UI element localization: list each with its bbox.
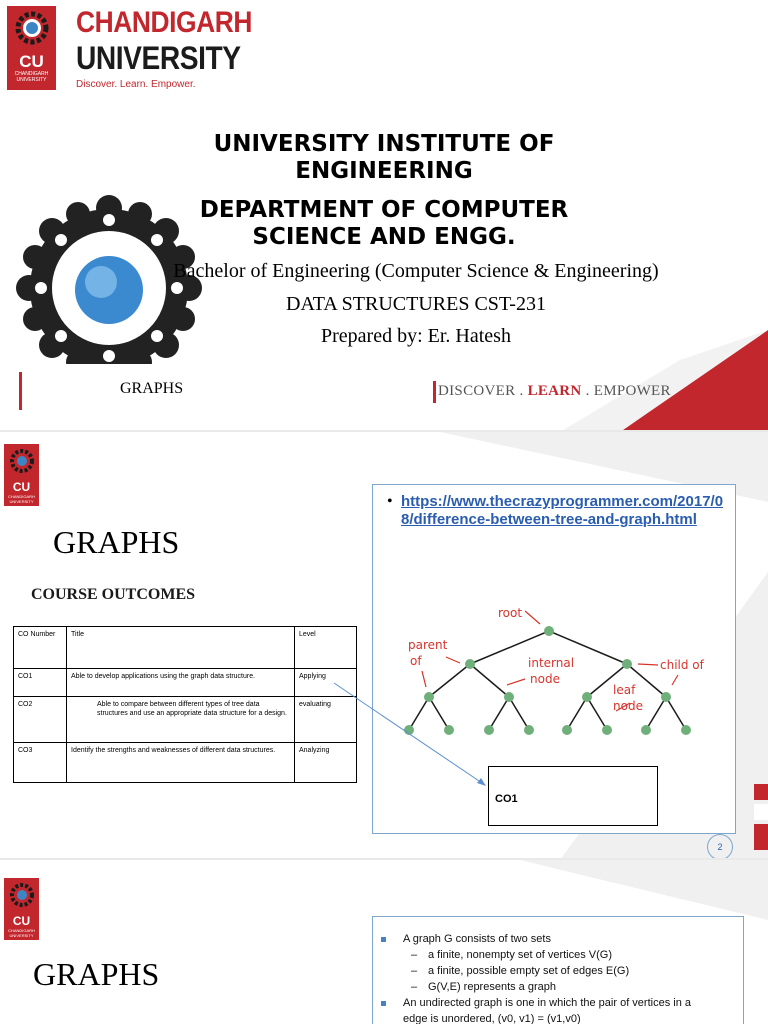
dash: – xyxy=(411,981,418,993)
gear-emblem-icon xyxy=(7,880,37,910)
slide-logo xyxy=(4,444,39,506)
prepared-by: Prepared by: Er. Hatesh xyxy=(321,325,511,347)
slide-title: GRAPHS xyxy=(33,956,160,992)
table-header-cell: CO Number xyxy=(14,627,67,669)
label-of: of xyxy=(410,654,422,668)
logo-sub-1: CHANDIGARH xyxy=(14,71,49,77)
definition-line: G(V,E) represents a graph xyxy=(428,981,556,993)
table-cell: Applying xyxy=(295,669,357,697)
topic-label: GRAPHS xyxy=(120,380,184,397)
label-root: root xyxy=(498,606,523,620)
logo-sub-2: UNIVERSITY xyxy=(9,499,34,504)
label-node: node xyxy=(530,672,560,686)
table-header-cell: Level xyxy=(295,627,357,669)
bullet-square-icon xyxy=(381,1001,386,1006)
discover-learn-empower: DISCOVER . LEARN . EMPOWER xyxy=(438,383,671,399)
table-cell: Identify the strengths and weaknesses of different data structures. xyxy=(67,743,295,783)
brand-tagline: Discover. Learn. Empower. xyxy=(76,79,196,90)
table-row xyxy=(14,669,357,697)
university-logo xyxy=(7,6,56,90)
definition-line: An undirected graph is one in which the pair of vertices in a xyxy=(403,997,691,1009)
slide-title: GRAPHS xyxy=(53,524,180,560)
logo-cu-text: CU xyxy=(19,52,44,71)
label-parent: parent xyxy=(408,638,448,652)
logo-sub-1: CHANDIGARH xyxy=(8,928,35,933)
dash: – xyxy=(411,949,418,961)
institute-title-2: ENGINEERING xyxy=(295,158,473,184)
definition-line: A graph G consists of two sets xyxy=(403,933,551,945)
table-header-row xyxy=(14,627,357,669)
definition-line: edge is unordered, (v0, v1) = (v1,v0) xyxy=(403,1013,581,1024)
table-cell: CO2 xyxy=(14,697,67,743)
degree-name: Bachelor of Engineering (Computer Science & Engineering) xyxy=(173,260,659,282)
logo-sub-2: UNIVERSITY xyxy=(9,933,34,938)
discover-accent-bar xyxy=(433,381,436,403)
course-outcomes-table xyxy=(13,626,357,783)
table-cell: evaluating xyxy=(295,697,357,743)
connector-arrow xyxy=(330,677,510,797)
table-cell: CO3 xyxy=(14,743,67,783)
dash: – xyxy=(411,965,418,977)
title-slide xyxy=(0,0,768,432)
logo-sub-2: UNIVERSITY xyxy=(16,77,47,83)
label-leaf: leaf xyxy=(613,683,636,697)
brand-name-line2: UNIVERSITY xyxy=(76,40,241,76)
label-child-of: child of xyxy=(660,658,704,672)
graph-definition-slide xyxy=(0,860,768,1024)
reference-link[interactable]: https://www.thecrazyprogrammer.com/2017/08/difference-between-tree-and-graph.html xyxy=(401,493,724,528)
course-outcomes-heading: COURSE OUTCOMES xyxy=(31,586,196,603)
table-cell: Able to develop applications using the graph data structure. xyxy=(67,669,295,697)
label-leaf-node: node xyxy=(613,699,643,713)
table-cell: Analyzing xyxy=(295,743,357,783)
bullet: • xyxy=(387,493,393,510)
brand-name-line1: CHANDIGARH xyxy=(76,6,252,39)
bullet-square-icon xyxy=(381,937,386,942)
course-name: DATA STRUCTURES CST-231 xyxy=(286,293,546,315)
definition-box xyxy=(372,916,744,1024)
definition-line: a finite, nonempty set of vertices V(G) xyxy=(428,949,613,961)
label-internal: internal xyxy=(528,656,575,670)
slide-logo xyxy=(4,878,39,940)
logo-cu-text: CU xyxy=(12,480,31,494)
left-accent-bar xyxy=(19,372,22,410)
table-row xyxy=(14,697,357,743)
table-cell: CO1 xyxy=(14,669,67,697)
co1-label: CO1 xyxy=(495,793,518,805)
institute-title-1: UNIVERSITY INSTITUTE OF xyxy=(213,131,555,157)
department-title-2: SCIENCE AND ENGG. xyxy=(252,224,516,250)
course-outcomes-slide xyxy=(0,432,768,860)
logo-sub-1: CHANDIGARH xyxy=(8,494,35,499)
table-cell: Able to compare between different types of tree data structures and use an appropriate data structure for a design. xyxy=(67,697,295,743)
co1-box xyxy=(488,766,658,826)
definition-line: a finite, possible empty set of edges E(G) xyxy=(428,965,630,977)
gear-emblem-icon xyxy=(7,446,37,476)
table-header-cell: Title xyxy=(67,627,295,669)
page-number: 2 xyxy=(707,834,733,860)
logo-cu-text: CU xyxy=(12,914,31,928)
gear-emblem-icon xyxy=(12,8,52,48)
department-title-1: DEPARTMENT OF COMPUTER xyxy=(199,197,569,223)
table-row xyxy=(14,743,357,783)
